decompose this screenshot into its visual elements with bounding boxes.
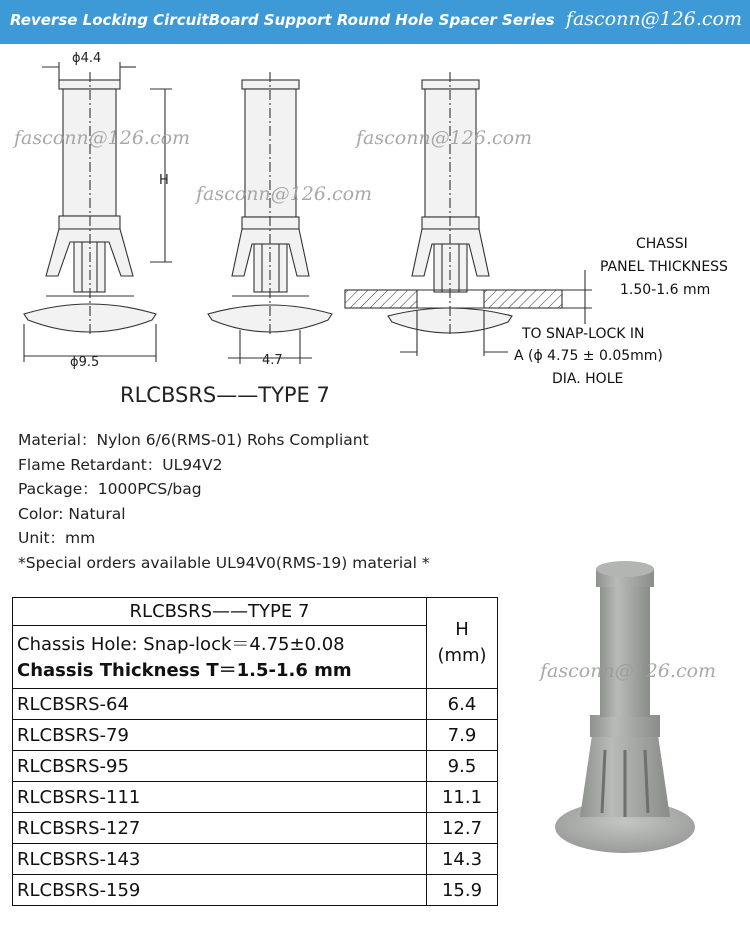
part-height: 15.9 <box>427 875 498 906</box>
part-number: RLCBSRS-159 <box>13 875 427 906</box>
spec-color: Color: Natural <box>18 504 126 523</box>
spec-special-orders: *Special orders available UL94V0(RMS-19) material * <box>18 553 430 572</box>
part-number: RLCBSRS-95 <box>13 751 427 782</box>
part-number: RLCBSRS-64 <box>13 689 427 720</box>
side-view-drawing <box>208 72 332 364</box>
part-height: 7.9 <box>427 720 498 751</box>
header-email: fasconn@126.com <box>565 8 742 30</box>
top-diameter-label: ϕ4.4 <box>72 51 102 66</box>
header-banner <box>0 0 750 44</box>
h-header-label: H <box>455 619 469 640</box>
part-height: 9.5 <box>427 751 498 782</box>
snap-line-2: A (ϕ 4.75 ± 0.05mm) <box>514 348 663 364</box>
table-row <box>13 875 498 906</box>
chassi-line-1: CHASSI <box>636 236 688 252</box>
height-label: H <box>159 173 169 188</box>
part-number: RLCBSRS-111 <box>13 782 427 813</box>
spec-unit: Unit：mm <box>18 529 96 547</box>
part-height: 14.3 <box>427 844 498 875</box>
page-title: Reverse Locking CircuitBoard Support Round Hole Spacer Series <box>10 11 555 29</box>
chassi-line-3: 1.50-1.6 mm <box>620 282 711 298</box>
snap-line-3: DIA. HOLE <box>552 371 624 384</box>
side-width-label: 4.7 <box>262 353 283 368</box>
parts-table <box>12 597 498 906</box>
installed-view-drawing <box>345 72 592 356</box>
part-height: 12.7 <box>427 813 498 844</box>
table-type-header: RLCBSRS——TYPE 7 <box>13 598 427 626</box>
table-row <box>13 751 498 782</box>
base-diameter-label: ϕ9.5 <box>70 355 100 370</box>
table-h-header <box>427 598 498 689</box>
part-number: RLCBSRS-143 <box>13 844 427 875</box>
front-view-drawing <box>24 62 172 362</box>
h-header-unit: (mm) <box>437 645 487 666</box>
spec-material: Material：Nylon 6/6(RMS-01) Rohs Compliant <box>18 431 369 449</box>
spec-flame-retardant: Flame Retardant：UL94V2 <box>18 455 223 474</box>
watermark-photo: fasconn@126.com <box>540 660 717 682</box>
table-row <box>13 782 498 813</box>
part-height: 6.4 <box>427 689 498 720</box>
table-row <box>13 813 498 844</box>
table-row <box>13 689 498 720</box>
type-label: RLCBSRS——TYPE 7 <box>120 383 330 407</box>
technical-drawing <box>0 44 750 384</box>
chassi-line-2: PANEL THICKNESS <box>600 259 728 275</box>
chassis-hole-line: Chassis Hole: Snap-lock＝4.75±0.08 <box>17 634 345 655</box>
table-row <box>13 844 498 875</box>
part-height: 11.1 <box>427 782 498 813</box>
table-chassis-spec <box>13 626 427 689</box>
part-number: RLCBSRS-127 <box>13 813 427 844</box>
table-row <box>13 720 498 751</box>
watermark-3: fasconn@126.com <box>196 183 373 205</box>
product-photo <box>520 555 750 875</box>
spec-list <box>18 428 430 575</box>
spec-package: Package：1000PCS/bag <box>18 480 202 498</box>
watermark-1: fasconn@126.com <box>14 127 191 149</box>
chassis-thickness-line: Chassis Thickness T＝1.5-1.6 mm <box>17 660 352 681</box>
part-number: RLCBSRS-79 <box>13 720 427 751</box>
watermark-2: fasconn@126.com <box>356 127 533 149</box>
snap-line-1: TO SNAP-LOCK IN <box>522 326 645 342</box>
